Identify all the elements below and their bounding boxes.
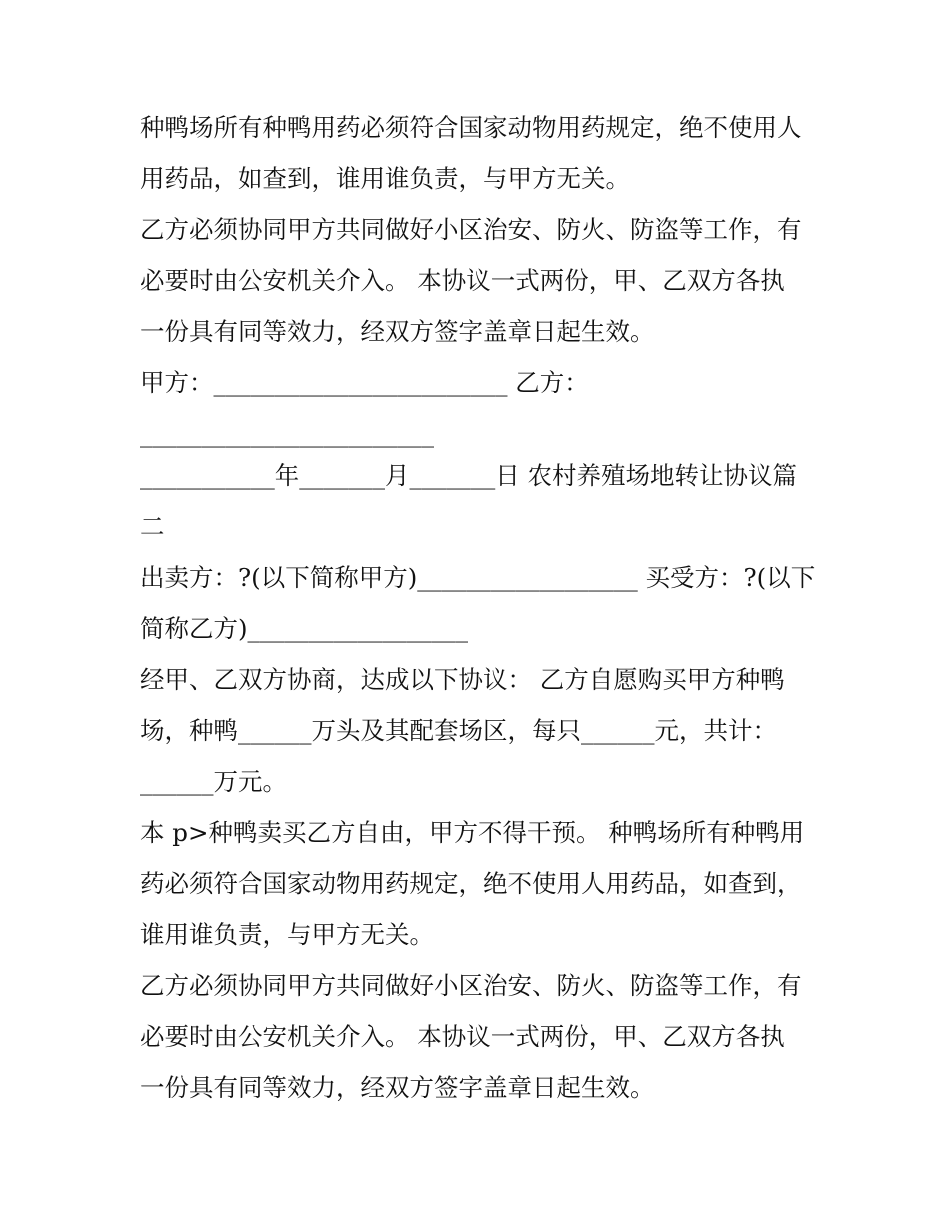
text-line: 一份具有同等效力，经双方签字盖章日起生效。 [140,317,655,346]
text-line: 谁用谁负责，与甲方无关。 [140,920,434,949]
signature-blank-line: ________________________ [140,419,434,448]
text-line: 经甲、乙双方协商，达成以下协议： 乙方自愿购买甲方种鸭 [140,665,785,694]
date-and-heading-line: ___________年_______月_______日 农村养殖场地转让协议篇 [140,461,798,490]
text-line: 种鸭场所有种鸭用药必须符合国家动物用药规定，绝不使用人 [140,113,802,142]
text-line: 乙方必须协同甲方共同做好小区治安、防火、防盗等工作，有 [140,215,802,244]
text-line: 场，种鸭______万头及其配套场区，每只______元，共计： [140,716,777,745]
text-line: 乙方必须协同甲方共同做好小区治安、防火、防盗等工作，有 [140,971,802,1000]
text-line: 一份具有同等效力，经双方签字盖章日起生效。 [140,1073,655,1102]
text-line: 用药品，如查到，谁用谁负责，与甲方无关。 [140,164,630,193]
parties-line-continued: 简称乙方)__________________ [140,614,469,643]
section-heading-two: 二 [140,512,165,541]
signature-line-party-a-b: 甲方：________________________ 乙方： [140,368,589,397]
text-line: 必要时由公安机关介入。 本协议一式两份，甲、乙双方各执 [140,1022,785,1051]
text-line: ______万元。 [140,767,287,796]
text-line: 本 p>种鸭卖买乙方自由，甲方不得干预。 种鸭场所有种鸭用 [140,818,805,847]
text-line: 必要时由公安机关介入。 本协议一式两份，甲、乙双方各执 [140,266,785,295]
text-line: 药必须符合国家动物用药规定，绝不使用人用药品，如查到， [140,869,802,898]
parties-line: 出卖方：?(以下简称甲方)__________________ 买受方：?(以下 [140,563,816,592]
